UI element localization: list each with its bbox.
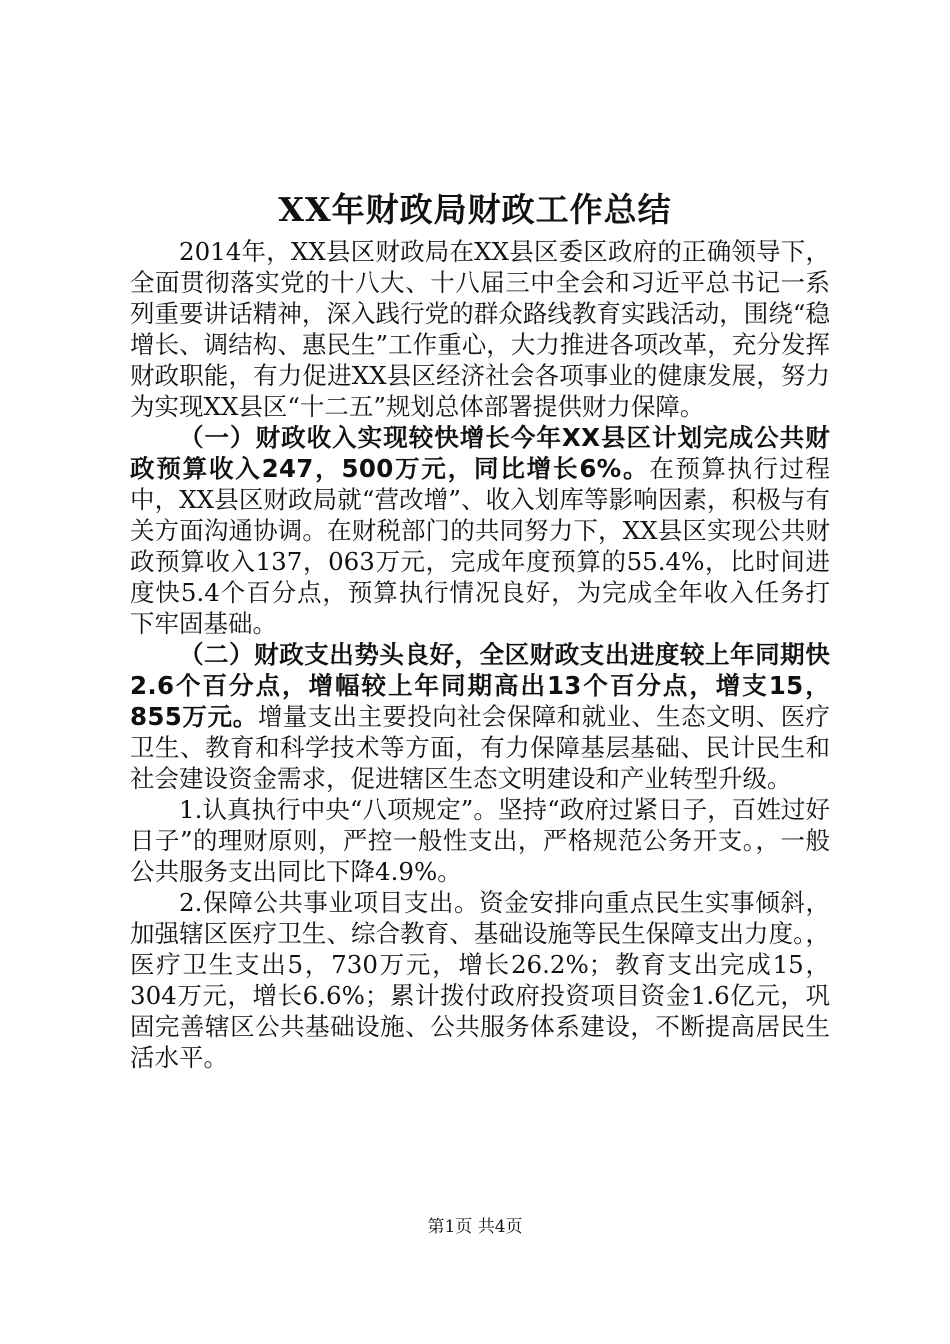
paragraph-item-1 xyxy=(130,794,830,887)
document-body xyxy=(130,236,830,1073)
document-title: XX年财政局财政工作总结 xyxy=(278,190,672,229)
paragraph-item-2-text: 2.保障公共事业项目支出。资金安排向重点民生实事倾斜，加强辖区医疗卫生、综合教育、基础设施等民生保障支出力度。，医疗卫生支出5，730万元，增长26.2%；教育支出完成15，304万元，增长6.6%；累计拨付政府投资项目资金1.6亿元，巩固完善辖区公共基础设施、公共服务体系建设，不断提高居民生活水平。 xyxy=(130,888,830,1072)
paragraph-intro xyxy=(130,236,830,422)
page-footer: 第1页 共4页 xyxy=(427,1217,523,1237)
paragraph-expenditure-heading: （二）财政支出势头良好，全区财政支出进度较上年同期快2.6个百分点，增幅较上年同期高出13个百分点，增支15，855万元。 xyxy=(130,640,830,731)
paragraph-revenue-heading: （一）财政收入实现较快增长今年XX县区计划完成公共财政预算收入247，500万元，同比增长6%。 xyxy=(130,423,830,483)
paragraph-expenditure-text: 增量支出主要投向社会保障和就业、生态文明、医疗卫生、教育和科学技术等方面，有力保障基层基础、民计民生和社会建设资金需求，促进辖区生态文明建设和产业转型升级。 xyxy=(130,702,830,793)
paragraph-expenditure xyxy=(130,639,830,794)
paragraph-item-2 xyxy=(130,887,830,1073)
paragraph-intro-text: 2014年，XX县区财政局在XX县区委区政府的正确领导下，全面贯彻落实党的十八大、十八届三中全会和习近平总书记一系列重要讲话精神，深入践行党的群众路线教育实践活动，围绕“稳增长、调结构、惠民生”工作重心，大力推进各项改革，充分发挥财政职能，有力促进XX县区经济社会各项事业的健康发展，努力为实现XX县区“十二五”规划总体部署提供财力保障。 xyxy=(130,237,830,421)
paragraph-revenue xyxy=(130,422,830,639)
paragraph-revenue-text: 在预算执行过程中，XX县区财政局就“营改增”、收入划库等影响因素，积极与有关方面沟通协调。在财税部门的共同努力下，XX县区实现公共财政预算收入137，063万元，完成年度预算的55.4%，比时间进度快5.4个百分点，预算执行情况良好，为完成全年收入任务打下牢固基础。 xyxy=(130,454,830,638)
paragraph-item-1-text: 1.认真执行中央“八项规定”。坚持“政府过紧日子，百姓过好日子”的理财原则，严控一般性支出，严格规范公务开支。，一般公共服务支出同比下降4.9%。 xyxy=(130,795,830,886)
